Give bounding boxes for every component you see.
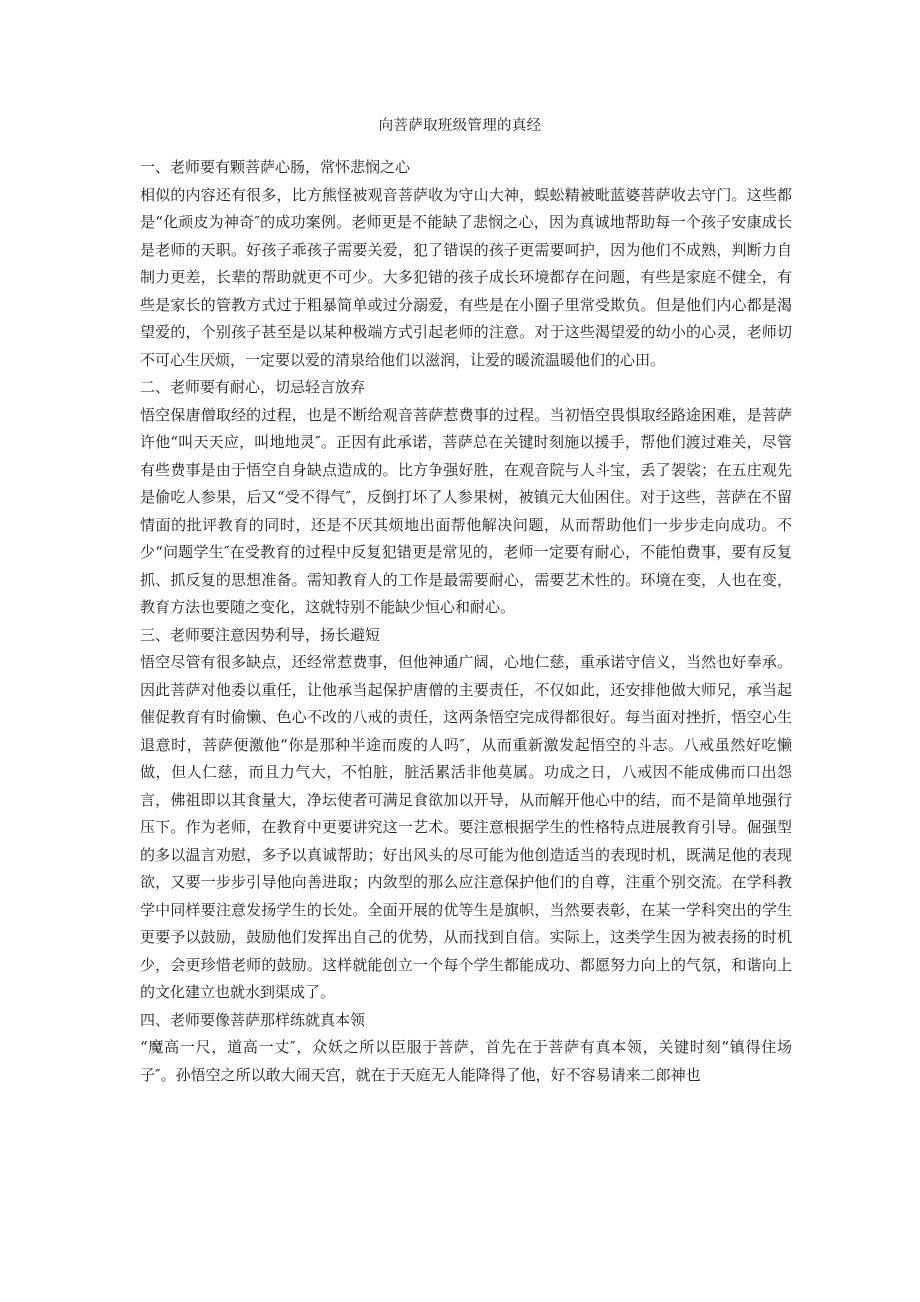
section-paragraph-1: 相似的内容还有很多，比方熊怪被观音菩萨收为守山大神，蜈蚣精被毗蓝婆菩萨收去守门。这些都是“化顽皮为神奇″的成功案例。老师更是不能缺了悲悯之心，因为真诚地帮助每一个孩子安康成长是老师的天职。好孩子乖孩子需要关爱，犯了错误的孩子更需要呵护，因为他们不成熟，判断力自制力更差，长辈的帮助就更不可少。大多犯错的孩子成长环境都存在问题，有些是家庭不健全，有些是家长的管教方式过于粗暴简单或过分溺爱，有些是在小圈子里常受欺负。但是他们内心都是渴望爱的，个别孩子甚至是以某种极端方式引起老师的注意。对于这些渴望爱的幼小的心灵，老师切不可心生厌烦，一定要以爱的清泉给他们以滋润，让爱的暖流温暖他们的心田。 <box>140 185 792 369</box>
section-heading-1: 一、老师要有颗菩萨心肠，常怀悲悯之心 <box>140 158 411 176</box>
section-heading-4: 四、老师要像菩萨那样练就真本领 <box>140 1010 366 1029</box>
document-title: 向菩萨取班级管理的真经 <box>378 118 542 134</box>
section-paragraph-3: 悟空尽管有很多缺点，还经常惹费事，但他神通广阔，心地仁慈，重承诺守信义，当然也好奉承。因此菩萨对他委以重任，让他承当起保护唐僧的主要责任，不仅如此，还安排他做大师兄，承当起催促教育有时偷懒、色心不改的八戒的责任，这两条悟空完成得都很好。每当面对挫折，悟空心生退意时，菩萨便激他“你是那种半途而废的人吗″，从而重新激发起悟空的斗志。八戒虽然好吃懒做，但人仁慈，而且力气大，不怕脏，脏活累活非他莫属。功成之日，八戒因不能成佛而口出怨言，佛祖即以其食量大，净坛使者可满足食欲加以开导，从而解开他心中的结，而不是简单地强行压下。作为老师，在教育中更要讲究这一艺术。要注意根据学生的性格特点进展教育引导。倔强型的多以温言劝慰，多予以真诚帮助；好出风头的尽可能为他创造适当的表现时机，既满足他的表现欲，又要一步步引导他向善进取；内敛型的那么应注意保护他们的自尊，注重个别交流。在学科教学中同样要注意发扬学生的长处。全面开展的优等生是旗帜，当然要表彰，在某一学科突出的学生更要予以鼓励，鼓励他们发挥出自己的优势，从而找到自信。实际上，这类学生因为被表扬的时机少，会更珍惜老师的鼓励。这样就能创立一个每个学生都能成功、都愿努力向上的气氛，和谐向上的文化建立也就水到渠成了。 <box>140 653 792 1001</box>
section-paragraph-4: “魔高一尺，道高一丈″，众妖之所以臣服于菩萨，首先在于菩萨有真本领，关键时刻“镇得住场子″。孙悟空之所以敢大闹天宫，就在于天庭无人能降得了他，好不容易请来二郎神也 <box>140 1038 792 1084</box>
section-paragraph-2: 悟空保唐僧取经的过程，也是不断给观音菩萨惹费事的过程。当初悟空畏惧取经路途困难，是菩萨许他“叫天天应，叫地地灵″。正因有此承诺，菩萨总在关键时刻施以援手，帮他们渡过难关，尽管有些费事是由于悟空自身缺点造成的。比方争强好胜，在观音院与人斗宝，丢了袈裟；在五庄观先是偷吃人参果，后又“受不得气″，反倒打坏了人参果树，被镇元大仙困住。对于这些，菩萨在不留情面的批评教育的同时，还是不厌其烦地出面帮他解决问题，从而帮助他们一步步走向成功。不少“问题学生″在受教育的过程中反复犯错更是常见的，老师一定要有耐心，不能怕费事，要有反复抓、抓反复的思想准备。需知教育人的工作是最需要耐心，需要艺术性的。环境在变，人也在变，教育方法也要随之变化，这就特别不能缺少恒心和耐心。 <box>140 405 792 616</box>
section-heading-2: 二、老师要有耐心，切忌轻言放弃 <box>140 378 366 396</box>
section-heading-3: 三、老师要注意因势利导，扬长避短 <box>140 625 381 644</box>
document-body <box>140 154 792 1089</box>
